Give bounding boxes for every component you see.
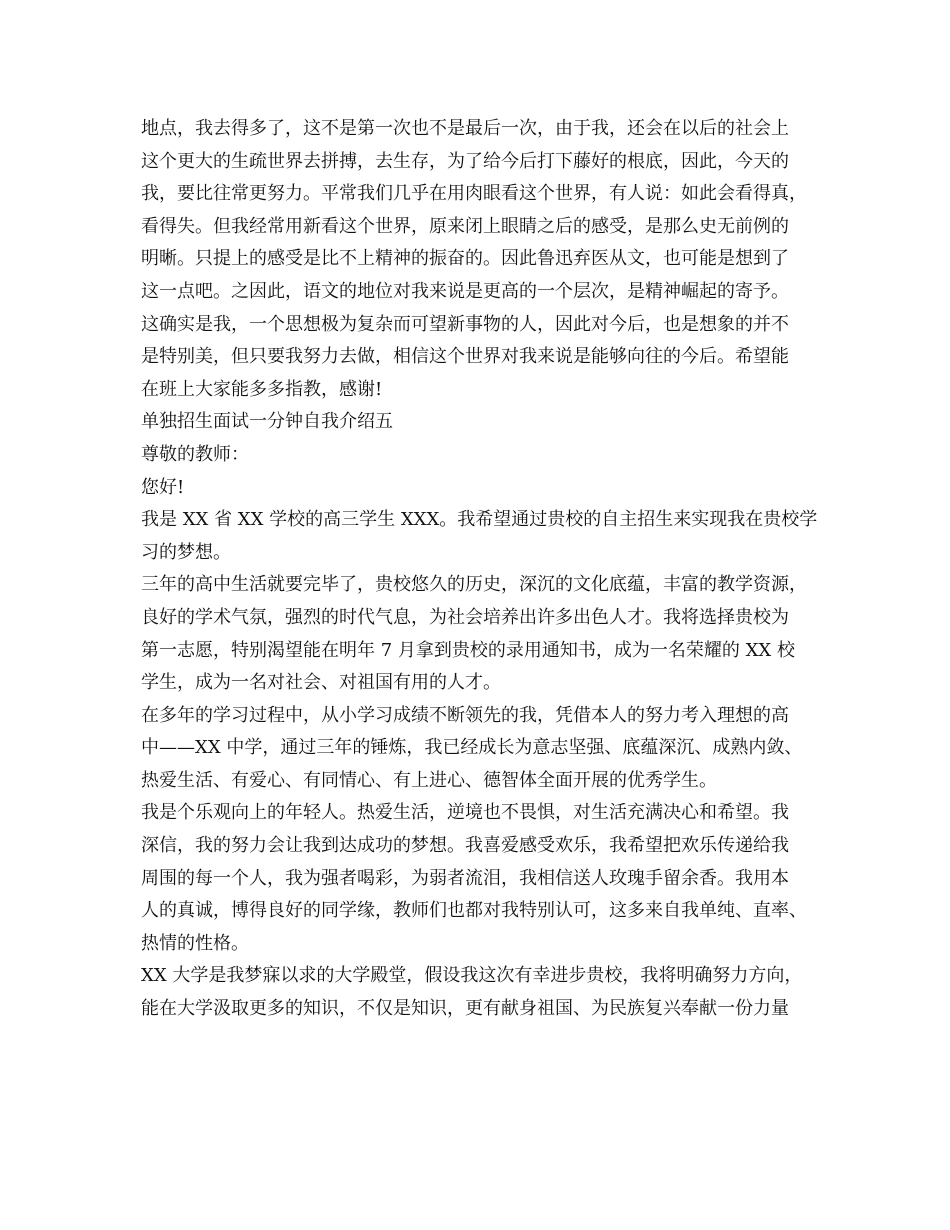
salutation: 尊敬的教师： <box>141 443 249 465</box>
text-line: 我是 XX 省 XX 学校的高三学生 XXX。我希望通过贵校的自主招生来实现我在贵校学 <box>141 509 818 531</box>
text-line: 习的梦想。 <box>141 541 231 563</box>
text-line: 良好的学术气氛，强烈的时代气息，为社会培养出许多出色人才。我将选择贵校为 <box>141 606 789 628</box>
text-line: 这一点吧。之因此，语文的地位对我来说是更高的一个层次，是精神崛起的寄予。 <box>141 280 789 302</box>
text-line: 三年的高中生活就要完毕了，贵校悠久的历史，深沉的文化底蕴，丰富的教学资源， <box>141 574 807 596</box>
text-line: 是特别美，但只要我努力去做，相信这个世界对我来说是能够向往的今后。希望能 <box>141 346 789 368</box>
text-line: 热爱生活、有爱心、有同情心、有上进心、德智体全面开展的优秀学生。 <box>141 769 717 791</box>
text-line: 中——XX 中学，通过三年的锤炼，我已经成长为意志坚强、底蕴深沉、成熟内敛、 <box>141 737 803 759</box>
document-body <box>141 113 841 1026</box>
text-line: 第一志愿，特别渴望能在明年 7 月拿到贵校的录用通知书，成为一名荣耀的 XX 校 <box>141 639 795 661</box>
text-line: 看得失。但我经常用新看这个世界，原来闭上眼睛之后的感受，是那么史无前例的 <box>141 215 789 237</box>
text-line: XX 大学是我梦寐以求的大学殿堂，假设我这次有幸进步贵校，我将明确努力方向， <box>141 965 803 987</box>
text-line: 我，要比往常更努力。平常我们几乎在用肉眼看这个世界，有人说：如此会看得真， <box>141 183 807 205</box>
text-line: 我是个乐观向上的年轻人。热爱生活，逆境也不畏惧，对生活充满决心和希望。我 <box>141 802 789 824</box>
text-line: 在多年的学习过程中，从小学习成绩不断领先的我，凭借本人的努力考入理想的高 <box>141 704 789 726</box>
text-line: 周围的每一个人，我为强者喝彩，为弱者流泪，我相信送人玫瑰手留余香。我用本 <box>141 867 789 889</box>
text-line: 人的真诚，博得良好的同学缘，教师们也都对我特别认可，这多来自我单纯、直率、 <box>141 900 807 922</box>
text-line: 这确实是我，一个思想极为复杂而可望新事物的人，因此对今后，也是想象的并不 <box>141 313 789 335</box>
text-line: 明晰。只提上的感受是比不上精神的振奋的。因此鲁迅弃医从文，也可能是想到了 <box>141 248 789 270</box>
text-line: 热情的性格。 <box>141 932 249 954</box>
text-line: 能在大学汲取更多的知识，不仅是知识，更有献身祖国、为民族复兴奉献一份力量 <box>141 998 789 1020</box>
text-line: 深信，我的努力会让我到达成功的梦想。我喜爱感受欢乐，我希望把欢乐传递给我 <box>141 835 789 857</box>
text-line: 在班上大家能多多指教，感谢! <box>141 378 383 400</box>
greeting: 您好! <box>141 476 185 498</box>
text-line: 地点，我去得多了，这不是第一次也不是最后一次，由于我，还会在以后的社会上 <box>141 118 789 139</box>
text-line: 学生，成为一名对社会、对祖国有用的人才。 <box>141 672 501 694</box>
text-line: 这个更大的生疏世界去拼搏，去生存，为了给今后打下藤好的根底，因此，今天的 <box>141 150 789 172</box>
section-heading: 单独招生面试一分钟自我介绍五 <box>141 411 393 433</box>
